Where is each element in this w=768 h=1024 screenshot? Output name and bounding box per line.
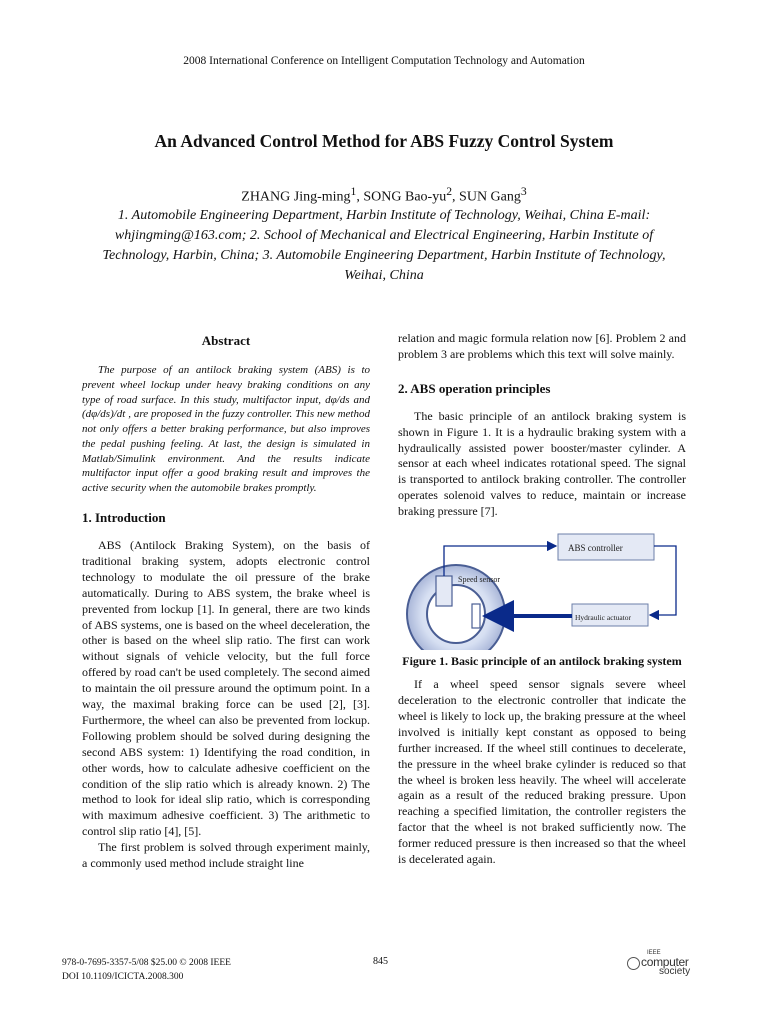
intro-paragraph-1: ABS (Antilock Braking System), on the basis of traditional braking system, adopts electronic control technology to modulate the oil pressure of the brake automatically. During to ABS system, the brake wheel is prevented from lockup [1]. In general, there are two kinds of ABS systems, one is based on the wheel deceleration, the other is based on the wheel slip ratio. The first can work without signals of vehicle velocity, but the full force offered by road can't be used completely. The second aimed to maintain the oil pressure around the optimum point. In a way, the maximal braking force can be used [2], [3]. Furthermore, the wheel can also be prevented from lockup. Following problem should be solved during designing the second ABS system: 1) Identifying the road condition, in other words, how to calculate adhesive coefficient on the condition of the slip ratio which is already known. 2) The method to look for ideal slip ratio, which is corresponding with maximum adhesive coefficient. 3) The arithmetic to control slip ratio [4], [5]. (82, 537, 370, 839)
logo-text-society: society (659, 966, 691, 977)
section-2-paragraph-2: If a wheel speed sensor signals severe wheel deceleration to the electronic controller that indicate the wheel is likely to lock up, the braking pressure at the wheel involved is initially kept constant as opposed to being further increased. If the wheel still continues to decelerate, the pressure in the wheel brake cylinder is reduced so that the wheel is broken less heavily. The wheel will accelerate again as a result of the reduced braking pressure. Upon reaching a specified limitation, the controller registers the factor that the wheel is not braked sufficiently now. The former reduced pressure is then increased so that the wheel is decelerated again. (398, 677, 686, 867)
footer-isbn: 978-0-7695-3357-5/08 $25.00 © 2008 IEEE (62, 958, 231, 968)
section-2-paragraph-1: The basic principle of an antilock braking system is shown in Figure 1. It is a hydraulic braking system with a hydraulically assisted power booster/master cylinder. A sensor at each wheel indicates rotational speed. The signal is transported to antilock braking controller. The controller operates solenoid valves to reduce, maintain or increase braking pressure [7]. (398, 408, 686, 519)
logo-text-computer: computer (641, 955, 689, 969)
affiliations: 1. Automobile Engineering Department, Harbin Institute of Technology, Weihai, China E-mail: whjingming@163.com; 2. School of Mechanical and Electrical Engineering, Harbin Institute of Technology, Harbin, China; 3. Automobile Engineering Department, Harbin Institute of Technology, Weihai, China (102, 208, 666, 283)
speed-sensor-block (436, 576, 452, 606)
footer-copyright (62, 956, 231, 984)
author-2-sup: 2 (446, 185, 453, 198)
abstract-text-a: The purpose of an antilock braking system (ABS) is to prevent wheel lockup under heavy braking conditions on any type of road surface. In this study, multifactor input, (82, 363, 370, 406)
figure-1 (398, 532, 686, 650)
abstract-math-2: (dφ/ds)/dt (82, 408, 126, 421)
logo-text-ieee: IEEE (647, 950, 661, 956)
label-hydraulic-actuator: Hydraulic actuator (575, 613, 632, 623)
abstract-heading: Abstract (201, 333, 251, 348)
footer-doi: DOI 10.1109/ICICTA.2008.300 (62, 972, 184, 982)
left-column (82, 330, 370, 872)
right-column (398, 331, 686, 868)
paper-title: An Advanced Control Method for ABS Fuzzy Control System (154, 131, 614, 151)
abstract-text-b: , are proposed in the fuzzy controller. This new method not only offers a better braking performance, but also improves the pedal pushing feeling. At last, the design is simulated in Matlab/Simulink environment. And the results indicate multifactor input offer a good braking result and improves the active security when the automobile brakes promptly. (82, 408, 370, 495)
intro-continuation: relation and magic formula relation now [6]. Problem 2 and problem 3 are problems which this text will solve mainly. (398, 331, 686, 361)
section-1-heading: 1. Introduction (82, 510, 166, 526)
author-3-sup: 3 (520, 185, 527, 198)
label-abs-controller: ABS controller (568, 543, 623, 554)
logo-globe-icon (627, 957, 640, 970)
conference-header: 2008 International Conference on Intelligent Computation Technology and Automation (183, 55, 585, 67)
figure-1-caption: Figure 1. Basic principle of an antilock braking system (402, 654, 682, 669)
author-2: SONG Bao-yu (363, 189, 447, 205)
ieee-computer-society-logo (625, 950, 705, 980)
author-3: SUN Gang (459, 189, 521, 205)
label-speed-sensor: Speed sensor (458, 575, 500, 585)
author-list: ZHANG Jing-ming$^1$, SONG Bao-$yu^2$, SUN Gang$^3$ (241, 185, 527, 205)
abstract-math-1: dφ/ds (325, 393, 350, 406)
author-1: ZHANG Jing-ming (241, 189, 351, 205)
page-number: 845 (373, 956, 388, 967)
section-2-heading: 2. ABS operation principles (398, 380, 551, 396)
intro-paragraph-2: The first problem is solved through experiment mainly, a commonly used method include straight line (82, 840, 370, 871)
abstract-text (82, 363, 370, 496)
author-1-sup: 1 (350, 185, 357, 198)
abstract-and: and (349, 393, 370, 406)
abs-diagram (398, 532, 686, 650)
brake-caliper (472, 604, 480, 628)
